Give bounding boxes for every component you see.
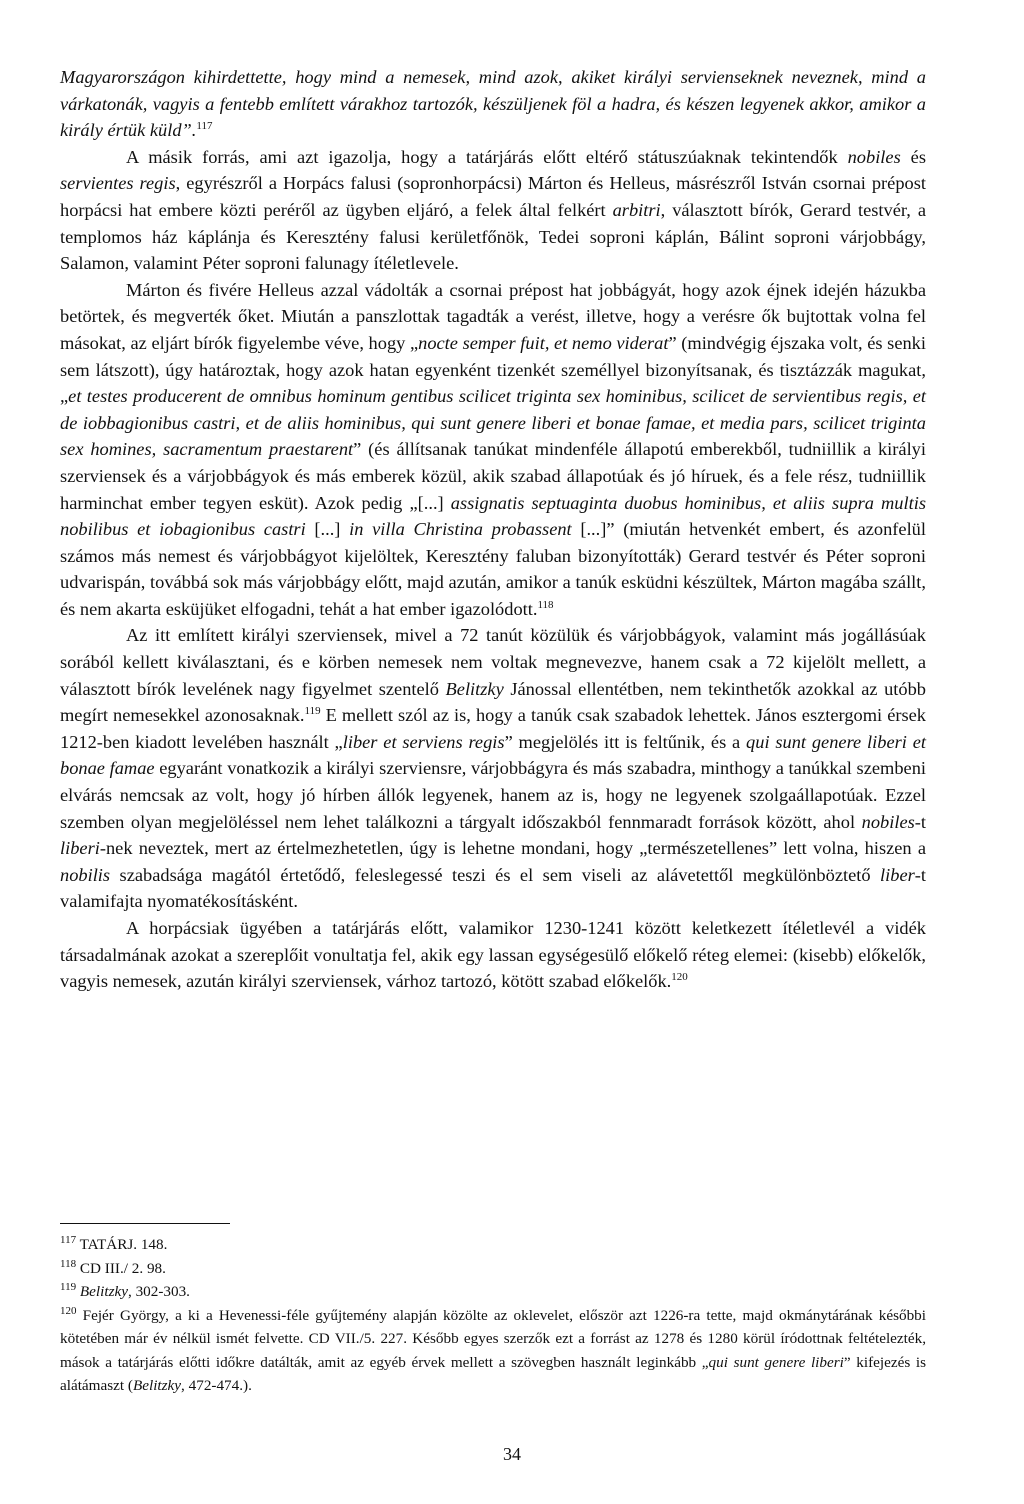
- footnote-118: [60, 1257, 926, 1281]
- footnote-separator: [60, 1223, 230, 1224]
- text-run: CD III./ 2. 98.: [76, 1259, 166, 1277]
- italic-text: servientes regis: [60, 173, 176, 194]
- footnote-ref: 119: [60, 1280, 77, 1293]
- footnote-ref: 117: [196, 120, 213, 133]
- text-run: ” kifejezés is alátámaszt (: [60, 1353, 927, 1394]
- text-run: , 472-474.).: [181, 1377, 252, 1394]
- page-number: 34: [503, 1444, 521, 1464]
- paragraph-quote-ending: [60, 64, 926, 144]
- text-run: , egyrészről a Horpács falusi (sopronhorpácsi) Márton és Helleus, másrészről István csornai prépost horpácsi hat embere közti peréről az ügyben eljáró, a felek által felkért: [60, 173, 927, 220]
- italic-text: nobiles: [847, 146, 901, 167]
- text-run: -nek neveztek, mert az értelmezhetetlen, úgy is lehetne mondani, hogy „természetellenes” lett volna, hiszen a: [99, 838, 926, 859]
- footnote-120: [60, 1304, 926, 1398]
- text-run: E mellett szól az is, hogy a tanúk csak szabadok lehettek. János esztergomi érsek 1212-ben kiadott levelében használt „: [60, 705, 926, 752]
- text-run: Jánossal ellentétben, nem tekinthetők azokkal az utóbb megírt nemesekkel azonosaknak.: [60, 678, 927, 726]
- paragraph-conclusion: [60, 915, 926, 995]
- italic-text: nobiles: [861, 811, 915, 832]
- italic-text: in villa Christina probassent: [349, 519, 572, 540]
- text-run: , 302-303.: [127, 1283, 190, 1300]
- italic-text: qui sunt genere liberi et bonae famae: [60, 731, 926, 779]
- text-run: [...]” (miután hetvenkét embert, és azonfelül számos más nemest és várjobbágyot kijelöltek, Keresztény faluban bizonyították) Gerard testvér és Péter soproni udvarispán, továbbá sok más várjobbágy előtt, majd azután, amikor a tanúk esküdni készültek, Márton magába szállt, és nem akarta esküjüket elfogadni, tehát a hat ember igazolódott.: [60, 519, 926, 619]
- italic-text: assignatis septuaginta duobus hominibus, et aliis supra multis nobilibus et iobagionibus castri: [60, 492, 926, 540]
- text-run: Fejér György, a ki a Hevenessi-féle gyűjtemény alapján közölte az oklevelet, először azt 1226-ra tette, majd okmánytárának későbbi kötetében már év nélkül ismét felvette. CD VII./5. 227. Később egyes szerzők ezt a forrást az 1278 és 1280 körül íródottnak feltételezték, mások a tatárjárás előtti időkre datálták, amit az egyéb érvek mellett a szövegben használt leginkább „: [60, 1306, 926, 1371]
- text-run: A horpácsiak ügyében a tatárjárás előtt, valamikor 1230-1241 között keletkezett ítéletlevél a vidék társadalmának azokat a szereplőit vonultatja fel, akik egy lassan egységesülő előkelő réteg elemei: (kisebb) előkelők, vagyis nemesek, azután királyi szerviensek, várhoz tartozó, kötött szabad előkelők.: [60, 918, 926, 992]
- text-run: , választott bírók, Gerard testvér, a templomos ház káplánja és Keresztény falusi kerületfőnök, Tedei soproni káplán, Bálint soproni várjobbágy, Salamon, valamint Péter soproni falunagy ítéletlevele.: [60, 199, 926, 274]
- footnotes: [60, 1233, 926, 1398]
- italic-text: Belitzky: [132, 1377, 182, 1394]
- text-run: A másik forrás, ami azt igazolja, hogy a tatárjárás előtt eltérő státuszúaknak tekintendők: [126, 146, 848, 167]
- text-run: Az itt említett királyi szerviensek, mivel a 72 tanút közülük és várjobbágyok, valamint más jogállásúak sorából kellett kiválasztani, és e körben nemesek nem voltak megnevezve, hanem csak a 72 kijelölt mellett, a választott bírók levelének nagy figyelmet szentelő: [60, 625, 926, 699]
- text-run: szabadsága magától értetődő, feleslegessé teszi és el sem viseli az alávetettől megkülönböztető: [110, 864, 881, 885]
- footnote-ref: 118: [60, 1257, 77, 1270]
- italic-text: Magyarországon kihirdettette, hogy mind a nemesek, mind azok, akiket királyi servienseknek neveznek, mind a várkatonák, vagyis a fentebb említett várakhoz tartozók, készüljenek föl a hadra, és készen legyenek akkor, amikor a király értük küld”.: [60, 67, 926, 141]
- italic-text: nobilis: [60, 864, 111, 885]
- italic-text: liberi: [60, 838, 100, 859]
- text-run: -t: [914, 811, 926, 832]
- paragraph-accusation: [60, 277, 926, 623]
- text-run: -t valamifajta nyomatékosításként.: [60, 864, 926, 912]
- italic-text: nocte semper fuit, et nemo viderat: [418, 332, 669, 353]
- footnote-119: [60, 1280, 926, 1304]
- text-run: TATÁRJ. 148.: [76, 1236, 168, 1253]
- italic-text: qui sunt genere liberi: [708, 1353, 844, 1371]
- italic-text: Belitzky: [79, 1283, 128, 1300]
- italic-text: Belitzky: [445, 678, 504, 699]
- text-run: [...]: [305, 519, 350, 540]
- italic-text: et testes producerent de omnibus hominum gentibus scilicet triginta sex hominibus, scilicet de servientibus regis, et de iobbagionibus castri, et de aliis hominibus, qui sunt genere liberi et bonae famae, et media pars, scilicet triginta sex homines, sacramentum praestarent: [60, 386, 926, 460]
- footnote-117: [60, 1233, 926, 1257]
- italic-text: arbitri: [612, 199, 661, 220]
- text-run: Márton és fivére Helleus azzal vádolták a csornai prépost hat jobbágyát, hogy azok éjnek idején házukba betörtek, és megverték őket. Miután a panszlottak tagadták a verést, illetve, hogy a verésre ők bujtottak volna fel másokat, az eljárt bírók figyelembe véve, hogy „: [60, 279, 926, 353]
- italic-text: liber et serviens regis: [342, 731, 505, 752]
- text-run: ” (mindvégig éjszaka volt, és senki sem látszott), úgy határoztak, hogy azok hatan egyenként tizenkét személlyel bizonyítsanak, és tisztázzák magukat, „: [60, 332, 926, 407]
- footnote-ref: 119: [304, 705, 321, 718]
- footnote-ref: 118: [537, 598, 554, 611]
- text-run: egyaránt vonatkozik a királyi szerviensre, várjobbágyra és más szabadra, minthogy a tanúkkal szembeni elvárás nemcsak az volt, hogy jó hírben állók legyenek, hanem az is, hogy ne legyenek szolgaállapotúak. Ezzel szemben olyan megjelöléssel nem lehet találkozni a tárgyalt időszakból fennmaradt források között, ahol: [60, 758, 926, 832]
- footnote-ref: 120: [671, 971, 688, 984]
- text-run: és: [900, 146, 926, 167]
- paragraph-second-source: [60, 144, 926, 277]
- italic-text: liber: [880, 864, 915, 885]
- main-text: [60, 64, 926, 995]
- text-run: ” (és állítsanak tanúkat mindenféle állapotú emberekből, tudniillik a királyi szerviensek és a várjobbágyok és más emberek közül, akik szabad állapotúak és jó híruek, és a fele rész, tudniillik harminchat ember tegyen esküt). Azok pedig „[...]: [60, 439, 926, 513]
- paragraph-servientes-analysis: [60, 622, 926, 915]
- footnote-ref: 120: [60, 1304, 77, 1317]
- footnote-ref: 117: [60, 1233, 77, 1246]
- text-run: ” megjelölés itt is feltűnik, és a: [504, 731, 747, 752]
